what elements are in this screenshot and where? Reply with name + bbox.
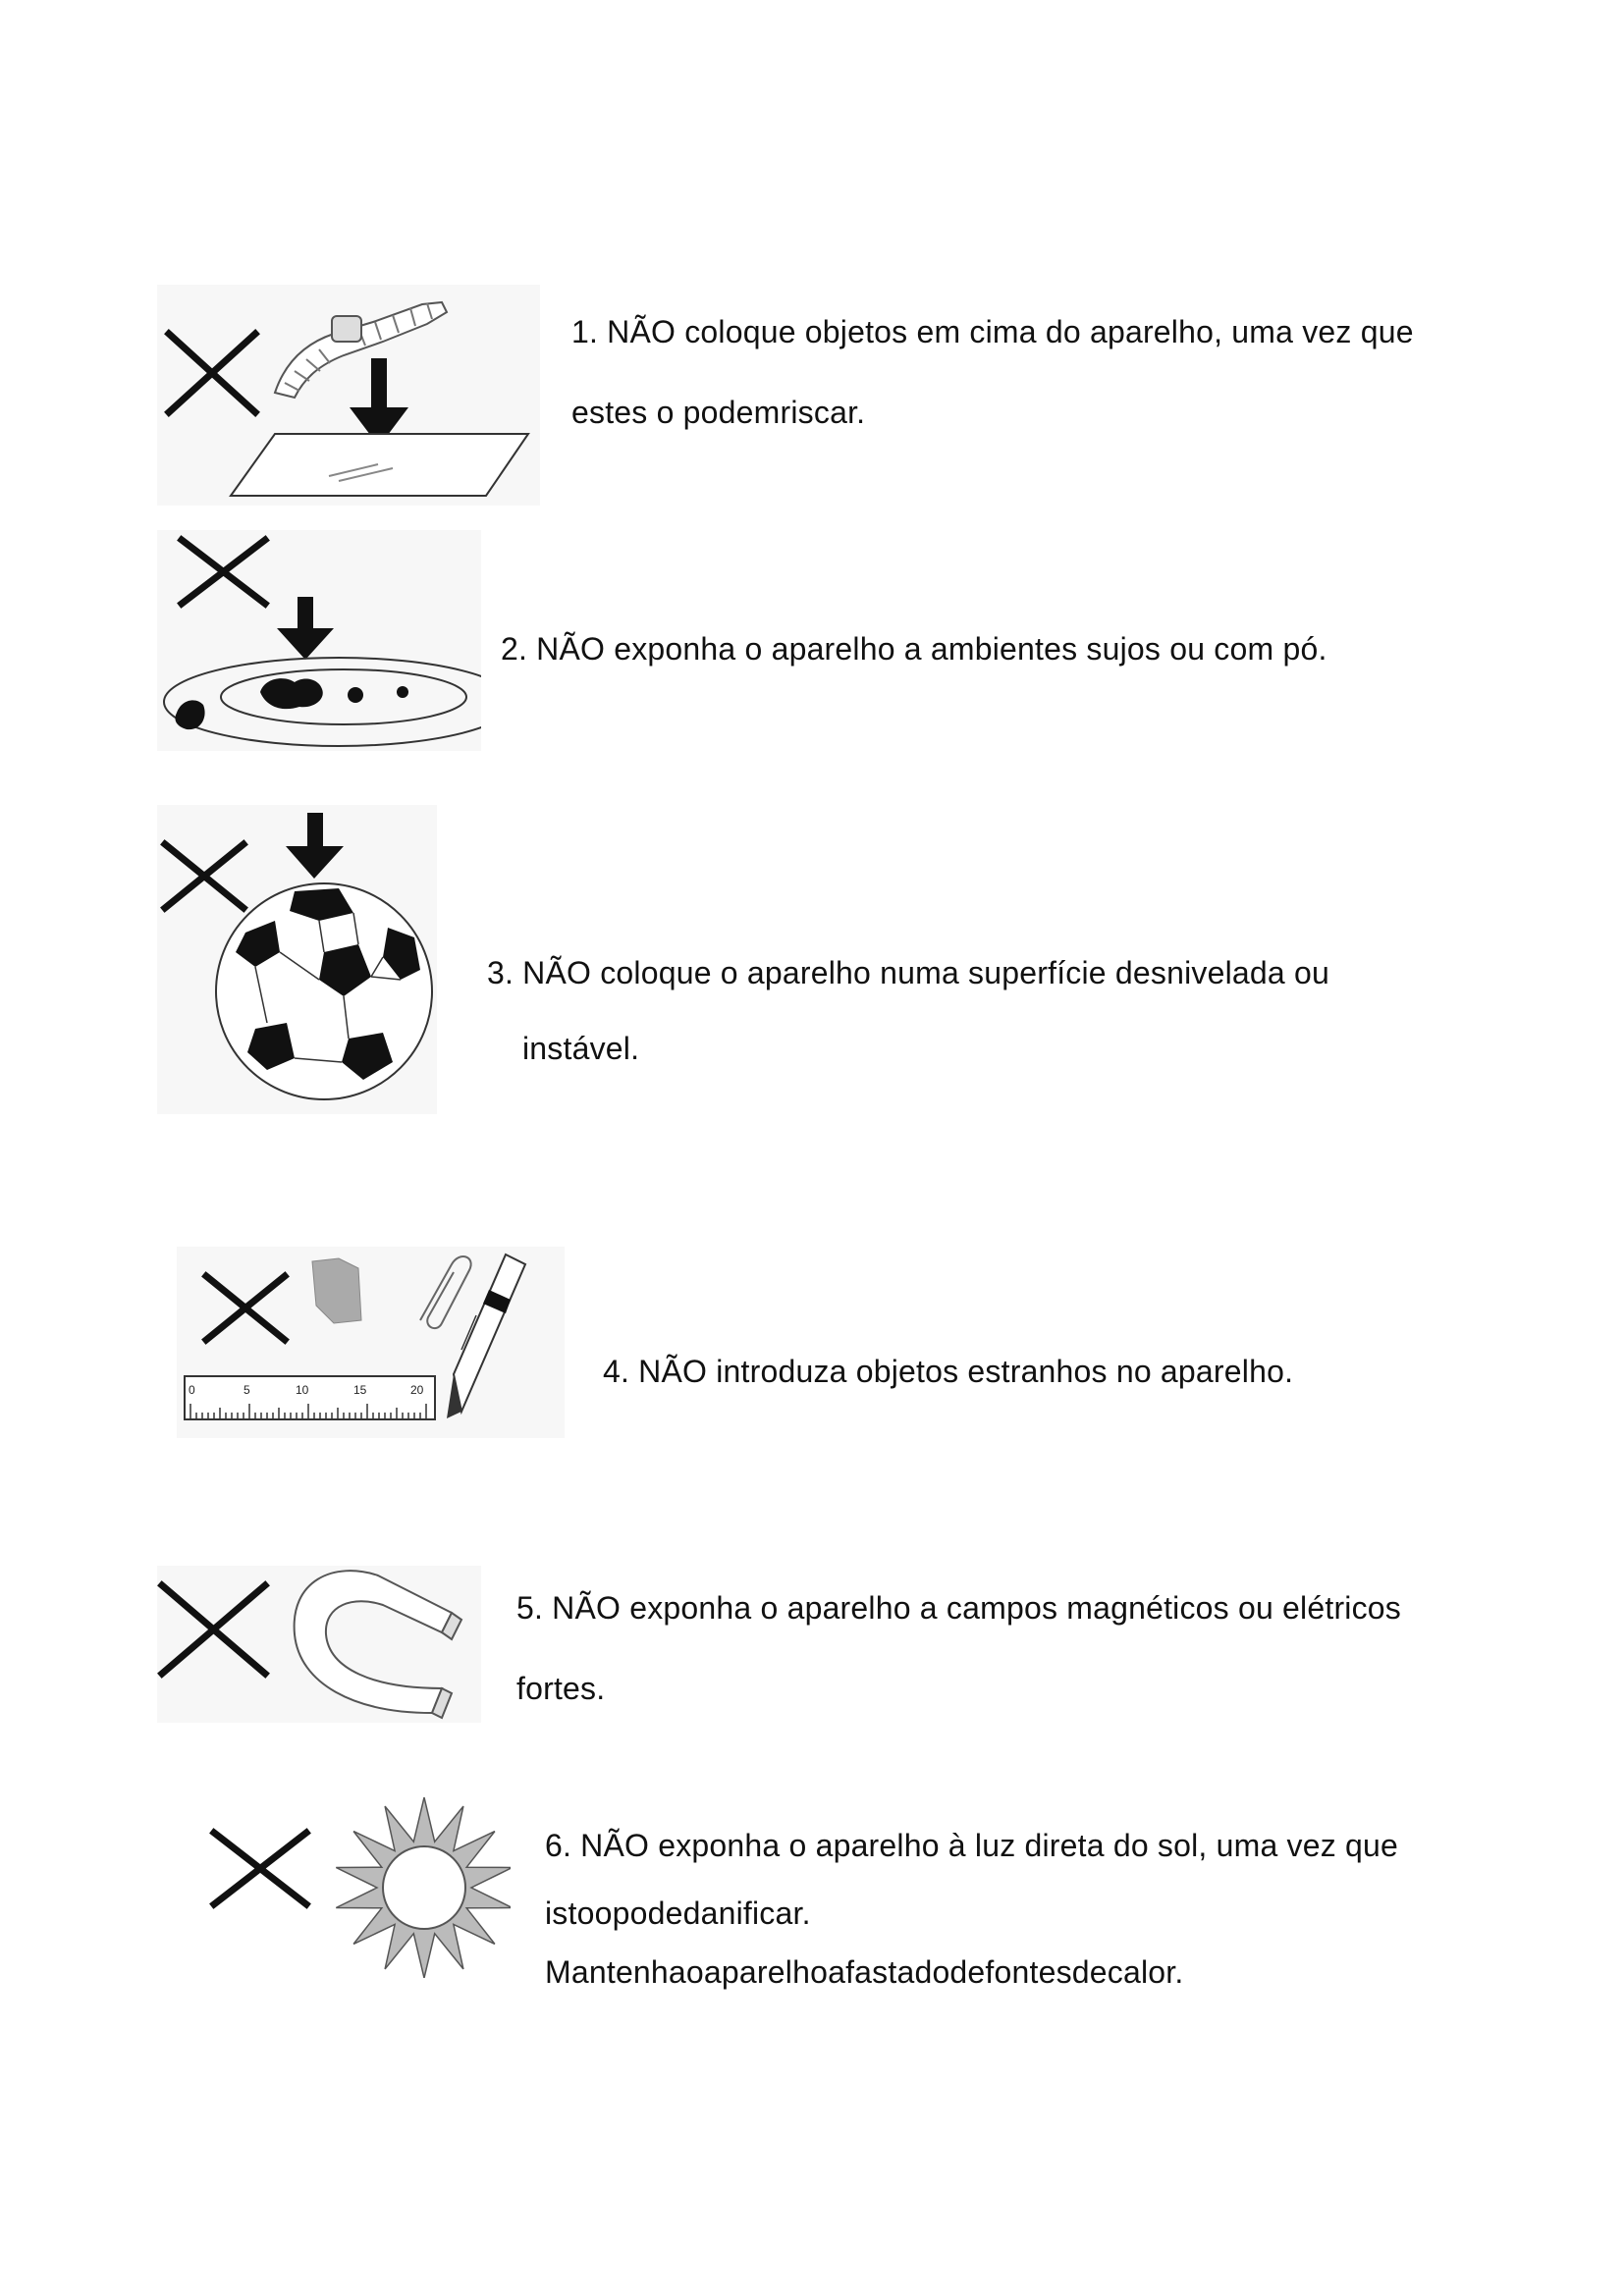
ruler-tick-label: 0 (189, 1383, 195, 1397)
ruler-tick-label: 10 (296, 1383, 309, 1397)
warning-5-line-2: fortes. (516, 1671, 606, 1706)
dust-dirt-illustration (157, 530, 481, 751)
soccer-ball-illustration (157, 805, 437, 1114)
warning-3-line-2: instável. (522, 1031, 640, 1066)
warning-6-line-2: istoopodedanificar. (545, 1896, 811, 1931)
warning-3-line-1: 3. NÃO coloque o aparelho numa superfície desnivelada ou (487, 955, 1329, 990)
warning-2-line-1: 2. NÃO exponha o aparelho a ambientes sujos ou com pó. (501, 631, 1327, 667)
warning-1-line-2: estes o podemriscar. (571, 395, 866, 430)
warning-5-line-1: 5. NÃO exponha o aparelho a campos magnéticos ou elétricos (516, 1590, 1402, 1626)
ruler-tick-label: 20 (410, 1383, 424, 1397)
warning-4-line-1: 4. NÃO introduza objetos estranhos no aparelho. (603, 1354, 1294, 1389)
ball-icon (216, 883, 432, 1099)
sun-illustration (206, 1791, 511, 1978)
foreign-objects-illustration (177, 1247, 565, 1438)
ruler-tick-label: 5 (244, 1383, 250, 1397)
warning-6-line-3: Mantenhaoaparelhoafastadodefontesdecalor. (545, 1954, 1184, 1990)
warning-1-line-1: 1. NÃO coloque objetos em cima do aparelho, uma vez que (571, 314, 1414, 349)
magnet-illustration (157, 1566, 481, 1723)
ruler-icon (185, 1376, 435, 1419)
warning-6-line-1: 6. NÃO exponha o aparelho à luz direta do sol, uma vez que (545, 1828, 1399, 1863)
watch-scratch-illustration (157, 285, 540, 506)
ruler-tick-label: 15 (353, 1383, 367, 1397)
surface-icon (231, 434, 528, 496)
